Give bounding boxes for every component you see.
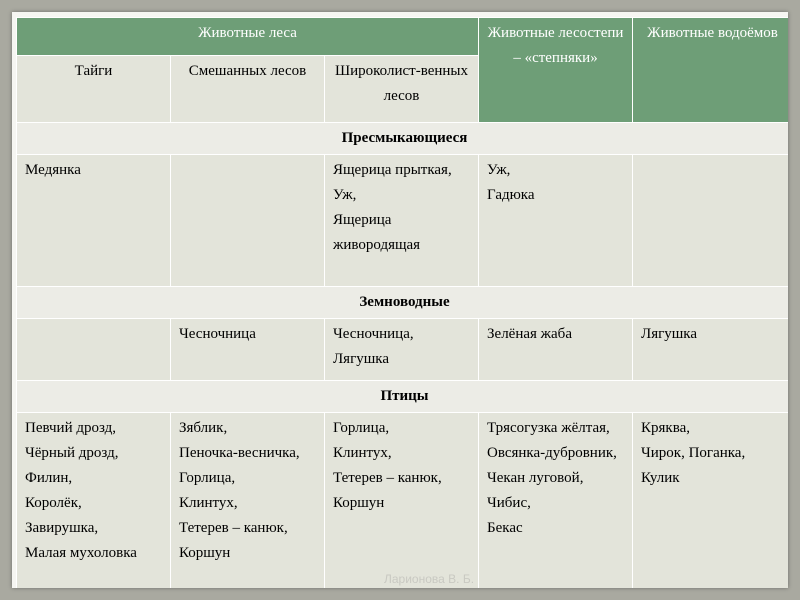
cell-reptiles-taiga: Медянка	[17, 155, 171, 287]
header-broadleaf-forest: Широколист-венных лесов	[325, 56, 479, 123]
slide-frame	[12, 12, 788, 588]
section-birds: Птицы	[17, 381, 789, 413]
cell-birds-mixed: Зяблик, Пеночка-весничка, Горлица, Клинтух, Тетерев – канюк, Коршун	[171, 413, 325, 589]
header-water-animals: Животные водоёмов	[633, 18, 788, 123]
cell-amphibians-water: Лягушка	[633, 319, 788, 381]
cell-amphibians-mixed: Чесночница	[171, 319, 325, 381]
section-amphibians: Земноводные	[17, 287, 789, 319]
cell-reptiles-broadleaf: Ящерица прыткая, Уж, Ящерица живородящая	[325, 155, 479, 287]
cell-reptiles-steppe: Уж, Гадюка	[479, 155, 633, 287]
cell-birds-taiga: Певчий дрозд, Чёрный дрозд, Филин, Королёк, Завирушка, Малая мухоловка	[17, 413, 171, 589]
cell-reptiles-water	[633, 155, 788, 287]
cell-reptiles-mixed	[171, 155, 325, 287]
cell-amphibians-taiga	[17, 319, 171, 381]
cell-birds-broadleaf: Горлица, Клинтух, Тетерев – канюк, Коршун	[325, 413, 479, 589]
header-forest-animals: Животные леса	[17, 18, 479, 56]
section-reptiles: Пресмыкающиеся	[17, 123, 789, 155]
animals-table	[16, 17, 788, 588]
header-mixed-forest: Смешанных лесов	[171, 56, 325, 123]
author-watermark: Ларионова В. Б.	[384, 572, 475, 586]
header-steppe-animals: Животные лесостепи – «степняки»	[479, 18, 633, 123]
cell-amphibians-steppe: Зелёная жаба	[479, 319, 633, 381]
cell-amphibians-broadleaf: Чесночница, Лягушка	[325, 319, 479, 381]
cell-birds-steppe: Трясогузка жёлтая, Овсянка-дубровник, Чекан луговой, Чибис, Бекас	[479, 413, 633, 589]
cell-birds-water: Кряква, Чирок, Поганка, Кулик	[633, 413, 788, 589]
header-taiga: Тайги	[17, 56, 171, 123]
